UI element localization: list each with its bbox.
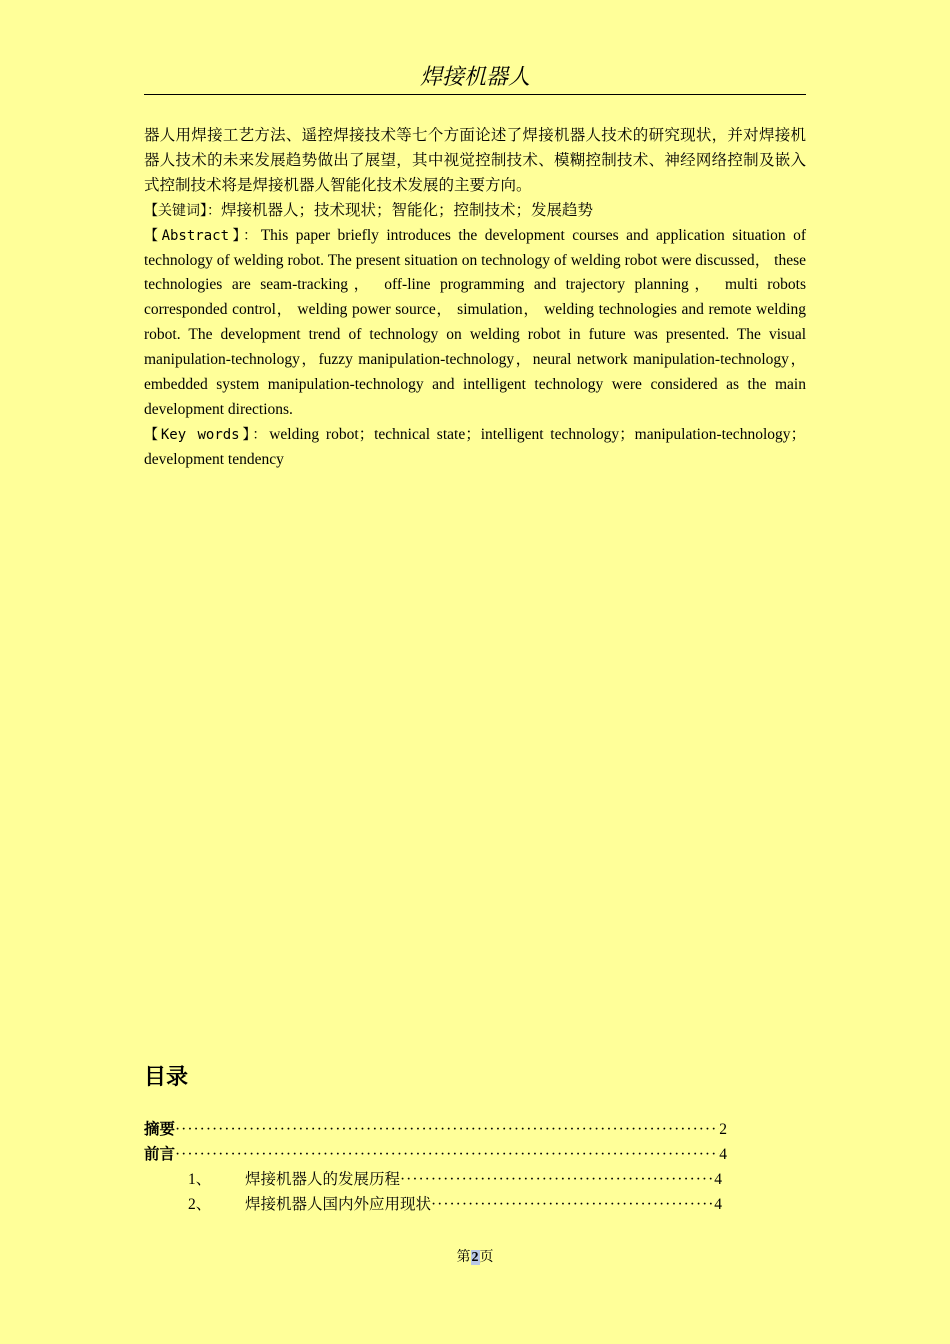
toc-entry-page: 4: [719, 1146, 727, 1163]
toc-entry-abstract[interactable]: [144, 1117, 727, 1142]
footer-prefix: 第: [456, 1250, 471, 1265]
toc-subentry-page: 4: [714, 1196, 722, 1213]
toc-leader-dots: [175, 1142, 719, 1167]
toc-leader-dots: [400, 1167, 714, 1192]
toc-entry-label: 摘要: [144, 1120, 176, 1138]
header-title: 焊接机器人: [419, 65, 530, 90]
toc-entry-preface[interactable]: [144, 1142, 727, 1167]
toc-leader-dots: [431, 1192, 714, 1217]
toc-entry-page: 2: [719, 1121, 727, 1138]
toc-subentry-page: 4: [714, 1171, 722, 1188]
toc-subentry-1[interactable]: [188, 1167, 722, 1192]
abstract-paragraph: [144, 224, 806, 423]
toc-title: 目录: [144, 1065, 189, 1090]
abstract-label: 【Abstract】：: [144, 227, 261, 244]
toc-leader-dots: [175, 1117, 719, 1142]
keywords-cn-text: 焊接机器人；技术现状；智能化；控制技术；发展趋势: [221, 201, 594, 219]
keywords-en-text: welding robot；technical state；intelligent technology；manipulation-technology；development tendency: [144, 425, 806, 468]
abstract-text: This paper briefly introduces the development courses and application situation of technology of welding robot. The present situation on technology of welding robot were discussed， these technologies are seam-tracking， off-line programming and trajectory planning， multi robots corresponded control， welding power source， simulation， welding technologies and remote welding robot. The development trend of technology on welding robot in future was presented. The visual manipulation-technology，fuzzy manipulation-technology，neural network manipulation-technology， embedded system manipulation-technology and intelligent technology were considered as the main development directions.: [144, 226, 806, 418]
keywords-cn-label: 【关键词】：: [144, 202, 221, 219]
intro-paragraph: 器人用焊接工艺方法、遥控焊接技术等七个方面论述了焊接机器人技术的研究现状，并对焊接机器人技术的未来发展趋势做出了展望，其中视觉控制技术、模糊控制技术、神经网络控制及嵌入式控制技术将是焊接机器人智能化技术发展的主要方向。: [144, 127, 806, 194]
keywords-en: [144, 423, 806, 473]
toc-entry-label: 前言: [144, 1145, 176, 1163]
page-header: [144, 62, 806, 95]
toc-subentry-label: 焊接机器人的发展历程: [245, 1171, 401, 1188]
footer-page-number: 2: [471, 1250, 479, 1265]
footer-suffix: 页: [479, 1250, 494, 1265]
table-of-contents: [144, 1060, 764, 1217]
keywords-en-label: 【Key words】：: [144, 426, 270, 443]
document-body: [144, 124, 806, 473]
keywords-cn: [144, 199, 806, 224]
toc-subentry-label: 焊接机器人国内外应用现状: [245, 1196, 432, 1213]
toc-subentry-number: 2、: [188, 1196, 212, 1213]
page-footer: [0, 1246, 950, 1266]
toc-subentry-2[interactable]: [188, 1192, 722, 1217]
toc-subentry-number: 1、: [188, 1171, 212, 1188]
